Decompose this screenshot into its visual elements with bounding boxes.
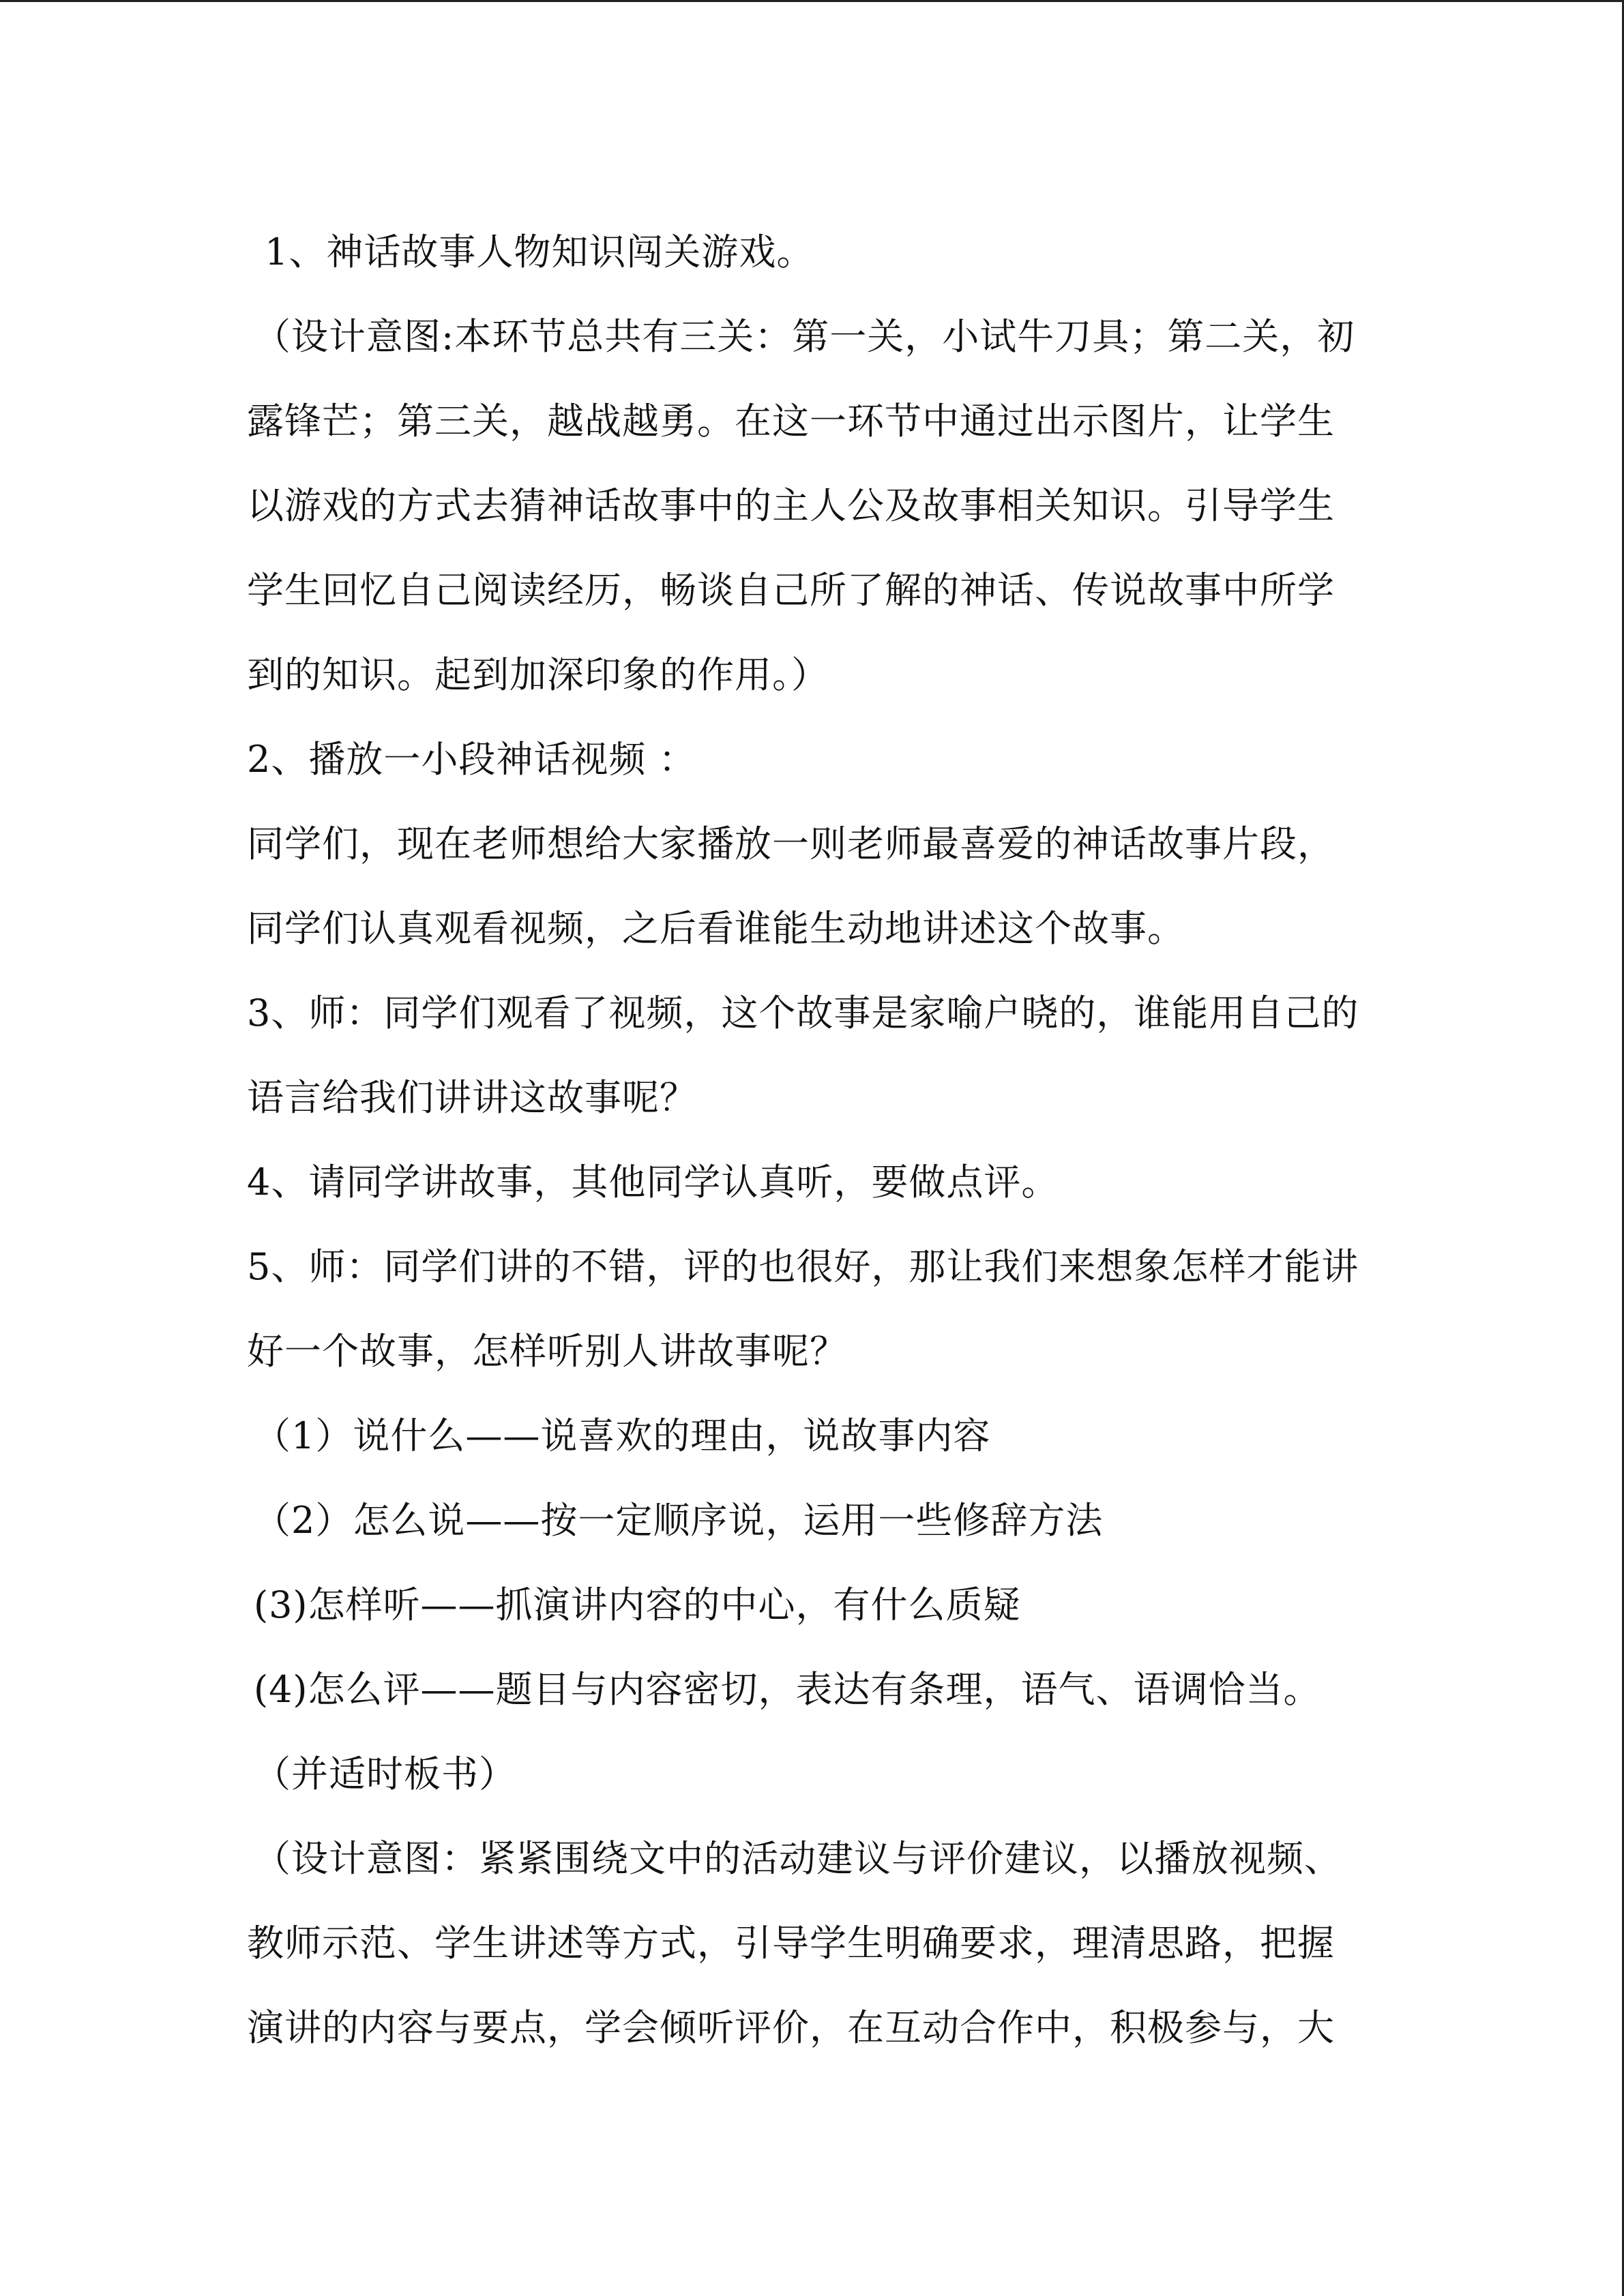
text-line: （设计意图:本环节总共有三关：第一关，小试牛刀具；第二关，初 [254, 315, 1355, 358]
text-line: (4)怎么评——题目与内容密切，表达有条理，语气、语调恰当。 [254, 1668, 1321, 1711]
text-line: 2、播放一小段神话视频 ： [247, 738, 696, 781]
text-line: 以游戏的方式去猜神话故事中的主人公及故事相关知识。引导学生 [247, 484, 1335, 527]
text-line: （设计意图：紧紧围绕文中的活动建议与评价建议，以播放视频、 [254, 1837, 1342, 1880]
text-line: 1、神话故事人物知识闯关游戏。 [265, 230, 814, 273]
text-line: 4、请同学讲故事，其他同学认真听，要做点评。 [247, 1161, 1059, 1204]
text-line: 演讲的内容与要点，学会倾听评价，在互动合作中，积极参与，大 [247, 2006, 1335, 2049]
text-line: （并适时板书） [254, 1753, 516, 1795]
text-line: (3)怎样听——抓演讲内容的中心，有什么质疑 [254, 1583, 1021, 1626]
text-line: 5、师：同学们讲的不错，评的也很好，那让我们来想象怎样才能讲 [247, 1245, 1359, 1288]
text-line: 学生回忆自己阅读经历，畅谈自己所了解的神话、传说故事中所学 [247, 569, 1335, 612]
text-line: （1）说什么——说喜欢的理由，说故事内容 [254, 1414, 991, 1457]
document-body [247, 210, 1379, 2070]
text-line: 好一个故事，怎样听别人讲故事呢？ [247, 1330, 847, 1373]
text-line: 同学们，现在老师想给大家播放一则老师最喜爱的神话故事片段， [247, 822, 1335, 865]
text-line: 教师示范、学生讲述等方式，引导学生明确要求，理清思路，把握 [247, 1922, 1335, 1965]
text-line: 3、师：同学们观看了视频，这个故事是家喻户晓的，谁能用自己的 [247, 992, 1359, 1034]
text-line: 同学们认真观看视频，之后看谁能生动地讲述这个故事。 [247, 907, 1185, 950]
text-line: 露锋芒；第三关，越战越勇。在这一环节中通过出示图片，让学生 [247, 400, 1335, 443]
text-line: 语言给我们讲讲这故事呢？ [247, 1076, 697, 1119]
text-line: （2）怎么说——按一定顺序说，运用一些修辞方法 [254, 1499, 1104, 1542]
text-line: 到的知识。起到加深印象的作用。） [247, 653, 829, 696]
